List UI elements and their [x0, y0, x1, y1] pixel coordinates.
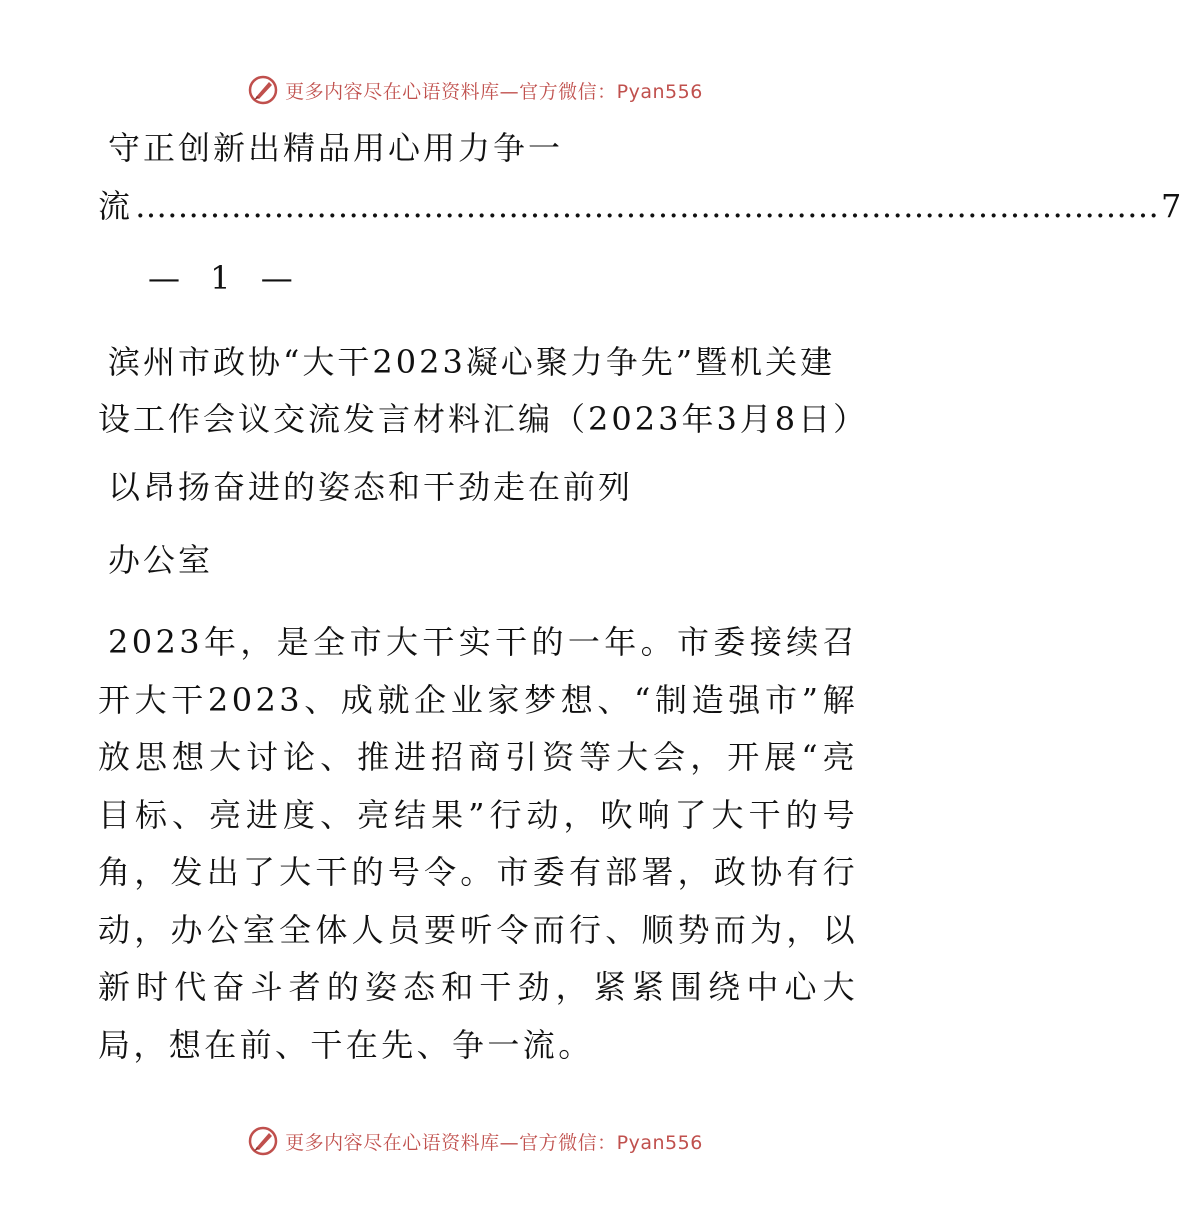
quill-pen-logo-icon — [247, 74, 279, 106]
toc-entry-text: 流 — [98, 187, 134, 225]
toc-page-number: 7 — [1161, 187, 1181, 225]
author-department: 办公室 — [108, 541, 214, 579]
header-watermark — [0, 70, 950, 110]
quill-pen-logo-icon — [247, 1125, 279, 1157]
footer-watermark — [0, 1121, 950, 1161]
toc-dot-leader: …………………………………………………………………………………… — [135, 187, 1160, 225]
watermark-text: 更多内容尽在心语资料库—官方微信：Pyan556 — [285, 1131, 703, 1154]
watermark-text: 更多内容尽在心语资料库—官方微信：Pyan556 — [285, 80, 703, 103]
document-title: 滨州市政协“大干2023凝心聚力争先”暨机关建设工作会议交流发言材料汇编（2023年3月8日） — [98, 343, 869, 438]
body-paragraph: 2023年，是全市大干实干的一年。市委接续召开大干2023、成就企业家梦想、“制造强市”解放思想大讨论、推进招商引资等大会，开展“亮目标、亮进度、亮结果”行动，吹响了大干的号角，发出了大干的号令。市委有部署，政协有行动，办公室全体人员要听令而行、顺势而为，以新时代奋斗者的姿态和干劲，紧紧围绕中心大局，想在前、干在先、争一流。 — [98, 623, 858, 1064]
toc-entry — [98, 186, 1181, 226]
section-title: 以昂扬奋进的姿态和干劲走在前列 — [108, 468, 634, 506]
toc-entry-title: 守正创新出精品用心用力争一 — [108, 129, 564, 167]
page-number: — 1 — — [148, 259, 303, 297]
